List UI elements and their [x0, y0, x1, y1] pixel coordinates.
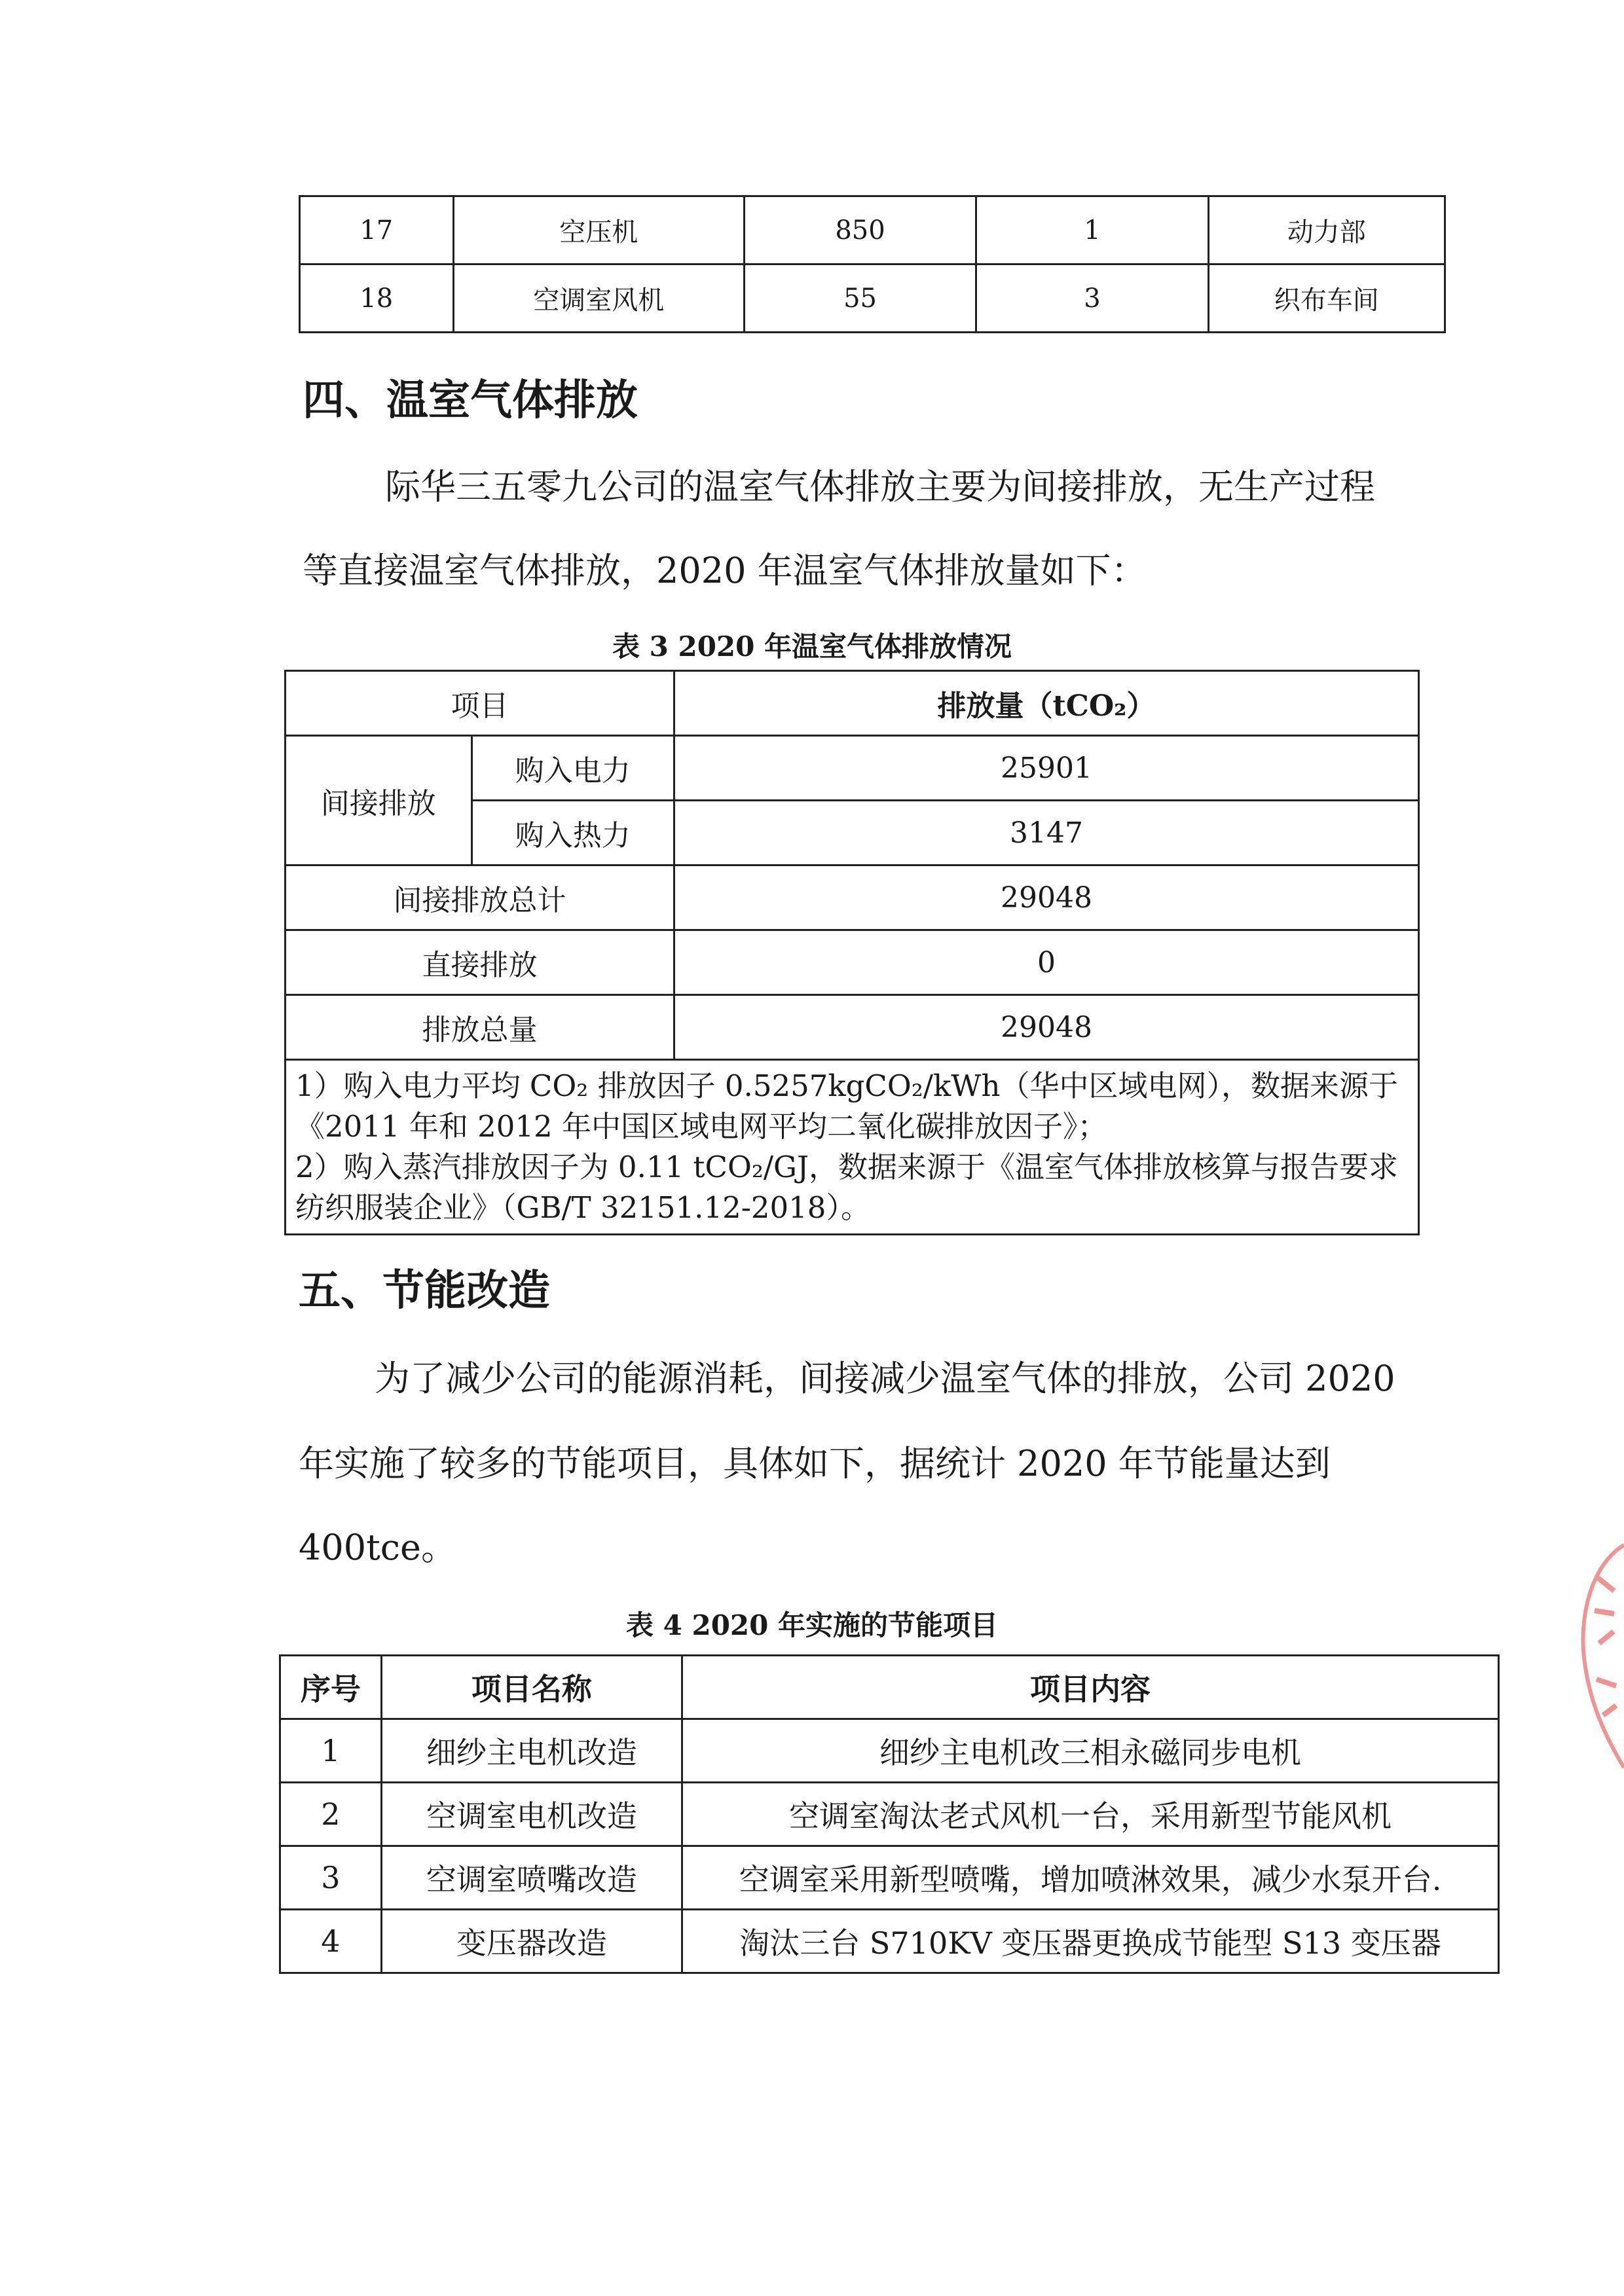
table-cell: 间接排放 [286, 736, 472, 866]
note-1: 1）购入电力平均 CO₂ 排放因子 0.5257kgCO₂/kWh（华中区域电网），数据来源于《2011 年和 2012 年中国区域电网平均二氧化碳排放因子》； [295, 1068, 1398, 1144]
header-cell: 排放量（tCO₂） [674, 671, 1418, 736]
table-cell: 购入热力 [471, 801, 674, 866]
table-cell: 空调室电机改造 [381, 1783, 682, 1846]
table-row [280, 1783, 1499, 1846]
header-cell: 序号 [280, 1656, 382, 1719]
emissions-table [284, 670, 1420, 1235]
header-cell: 项目名称 [381, 1656, 682, 1719]
table-header-row [280, 1656, 1499, 1719]
table-cell: 29048 [674, 995, 1418, 1060]
table-cell: 间接排放总计 [286, 866, 674, 930]
table-cell: 25901 [674, 736, 1418, 801]
table-caption: 表 4 2020 年实施的节能项目 [626, 1609, 998, 1641]
table-cell: 3 [280, 1846, 382, 1910]
table-row [286, 930, 1419, 995]
paragraph-line: 为了减少公司的能源消耗，间接减少温室气体的排放，公司 2020 [375, 1358, 1395, 1399]
seal-stamp [1552, 1539, 1624, 1774]
table-cell: 空调室喷嘴改造 [381, 1846, 682, 1910]
table-header-row [286, 671, 1419, 736]
table-cell: 3 [976, 264, 1208, 333]
table-cell: 1 [976, 196, 1208, 264]
table-cell: 空调室淘汰老式风机一台，采用新型节能风机 [682, 1783, 1499, 1846]
table-cell: 购入电力 [471, 736, 674, 801]
table-row [286, 736, 1419, 801]
table-cell: 17 [300, 196, 454, 264]
table-row [300, 264, 1445, 333]
table-notes-row [286, 1060, 1419, 1235]
section-heading-emissions: 四、温室气体排放 [303, 376, 638, 425]
table-cell: 2 [280, 1783, 382, 1846]
table-cell: 18 [300, 264, 454, 333]
table-cell: 织布车间 [1208, 264, 1445, 333]
paragraph-line: 年实施了较多的节能项目，具体如下，据统计 2020 年节能量达到 [299, 1443, 1331, 1484]
note-2: 2）购入蒸汽排放因子为 0.11 tCO₂/GJ，数据来源于《温室气体排放核算与报告要求 纺织服装企业》（GB/T 32151.12-2018）。 [295, 1150, 1399, 1225]
table-row [300, 196, 1445, 264]
table-cell: 变压器改造 [381, 1910, 682, 1973]
table-cell: 淘汰三台 S710KV 变压器更换成节能型 S13 变压器 [682, 1910, 1499, 1973]
table-cell: 空调室风机 [453, 264, 744, 333]
table-cell: 直接排放 [286, 930, 674, 995]
table-cell: 850 [744, 196, 976, 264]
table-cell: 4 [280, 1910, 382, 1973]
table-row [286, 866, 1419, 930]
table-cell: 细纱主电机改造 [381, 1719, 682, 1783]
table-cell: 3147 [674, 801, 1418, 866]
paragraph-line: 等直接温室气体排放，2020 年温室气体排放量如下： [303, 550, 1147, 591]
paragraph-line: 400tce。 [299, 1527, 456, 1568]
header-cell: 项目内容 [682, 1656, 1499, 1719]
energy-projects-table [279, 1654, 1500, 1974]
table-row [280, 1846, 1499, 1910]
seal-stamp-icon [1552, 1539, 1624, 1774]
table-cell: 排放总量 [286, 995, 674, 1060]
header-cell: 项目 [286, 671, 674, 736]
table-cell: 动力部 [1208, 196, 1445, 264]
table-row [280, 1910, 1499, 1973]
table-cell: 1 [280, 1719, 382, 1783]
table-cell: 0 [674, 930, 1418, 995]
table-cell: 29048 [674, 866, 1418, 930]
table-cell: 空压机 [453, 196, 744, 264]
table-row [286, 995, 1419, 1060]
table-notes [286, 1060, 1419, 1235]
table-cell: 空调室采用新型喷嘴，增加喷淋效果，减少水泵开台. [682, 1846, 1499, 1910]
table-cell: 55 [744, 264, 976, 333]
section-heading-energy-saving: 五、节能改造 [299, 1267, 550, 1315]
table-cell: 细纱主电机改三相永磁同步电机 [682, 1719, 1499, 1783]
equipment-table [299, 195, 1446, 333]
table-caption: 表 3 2020 年温室气体排放情况 [612, 630, 1012, 663]
paragraph-line: 际华三五零九公司的温室气体排放主要为间接排放，无生产过程 [385, 466, 1375, 507]
table-row [280, 1719, 1499, 1783]
